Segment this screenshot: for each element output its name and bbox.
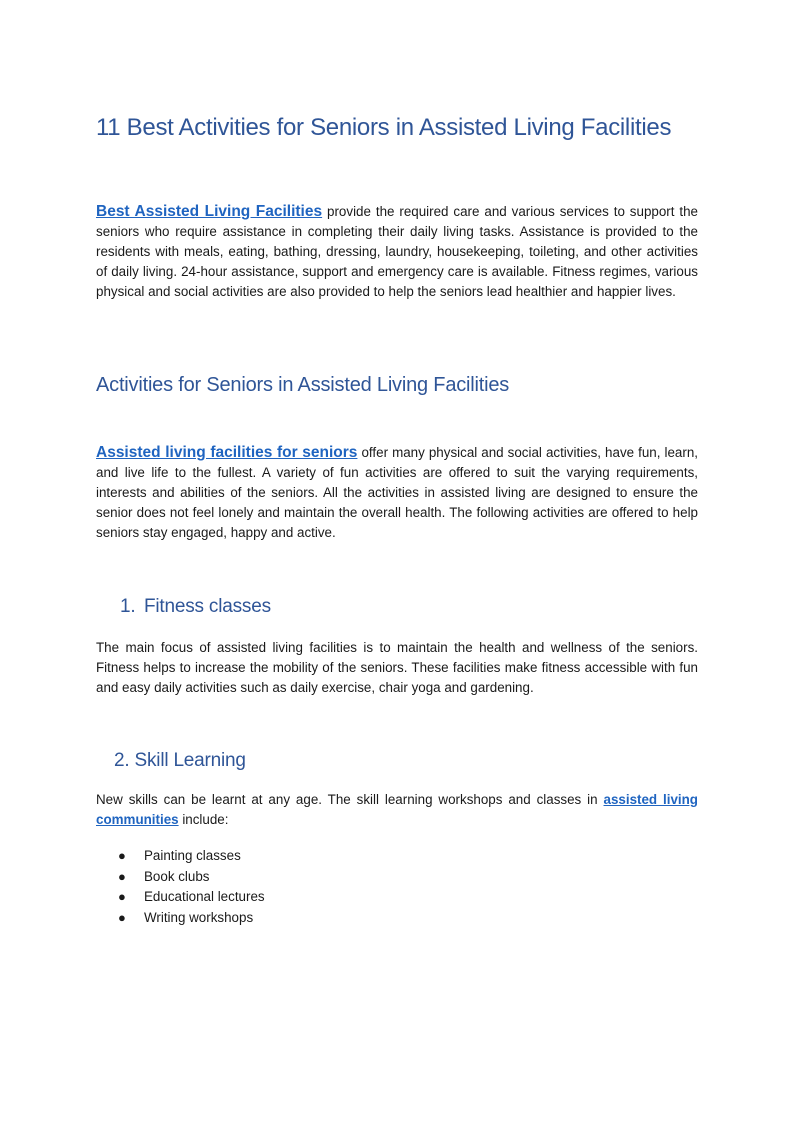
list-item: ● Book clubs xyxy=(96,867,698,888)
list-item: ● Painting classes xyxy=(96,846,698,867)
skill-learning-heading: 2. Skill Learning xyxy=(114,750,246,771)
assisted-living-seniors-link[interactable]: Assisted living facilities for seniors xyxy=(96,444,358,461)
intro-paragraph xyxy=(96,202,698,302)
intro-text: provide the required care and various services to support the seniors who require assistance in completing their daily living tasks. Assistance is provided to the residents with meals, eating, bathing, dressing, laundry, housekeeping, toileting, and other activities of daily living. 24-hour assistance, support and emergency care is available. Fitness regimes, various physical and social activities are also provided to help the seniors lead healthier and happier lives. xyxy=(96,204,698,299)
item-heading-text: Fitness classes xyxy=(144,596,271,617)
skill-text-after: include: xyxy=(178,812,229,827)
section-heading: Activities for Seniors in Assisted Living Facilities xyxy=(96,374,510,396)
skill-list xyxy=(96,846,698,928)
skill-paragraph xyxy=(96,790,698,830)
bullet-icon: ● xyxy=(118,889,126,904)
list-item: ● Writing workshops xyxy=(96,908,698,929)
list-item: ● Educational lectures xyxy=(96,887,698,908)
document-title: 11 Best Activities for Seniors in Assisted Living Facilities xyxy=(96,114,672,141)
bullet-icon: ● xyxy=(118,909,126,925)
assisted-living-communities-link[interactable]: assisted living communities xyxy=(96,792,698,827)
fitness-classes-heading xyxy=(120,596,722,618)
item-number: 1. xyxy=(120,596,136,617)
fitness-paragraph: The main focus of assisted living facilities is to maintain the health and wellness of the seniors. Fitness helps to increase the mobility of the seniors. These facilities make fitness accessible with fun and easy daily activities such as daily exercise, chair yoga and gardening. xyxy=(96,640,698,695)
bullet-icon: ● xyxy=(118,868,126,884)
section-paragraph xyxy=(96,443,698,543)
skill-text-before: New skills can be learnt at any age. The skill learning workshops and classes in xyxy=(96,792,604,807)
best-assisted-living-link[interactable]: Best Assisted Living Facilities xyxy=(96,203,323,220)
bullet-icon: ● xyxy=(118,848,126,863)
section-text: offer many physical and social activities, have fun, learn, and live life to the fullest. A variety of fun activities are offered to suit the varying requirements, interests and abilities of the seniors. All the activities in assisted living are designed to ensure the senior does not feel lonely and maintain the overall health. The following activities are offered to help seniors stay engaged, happy and active. xyxy=(96,445,699,540)
